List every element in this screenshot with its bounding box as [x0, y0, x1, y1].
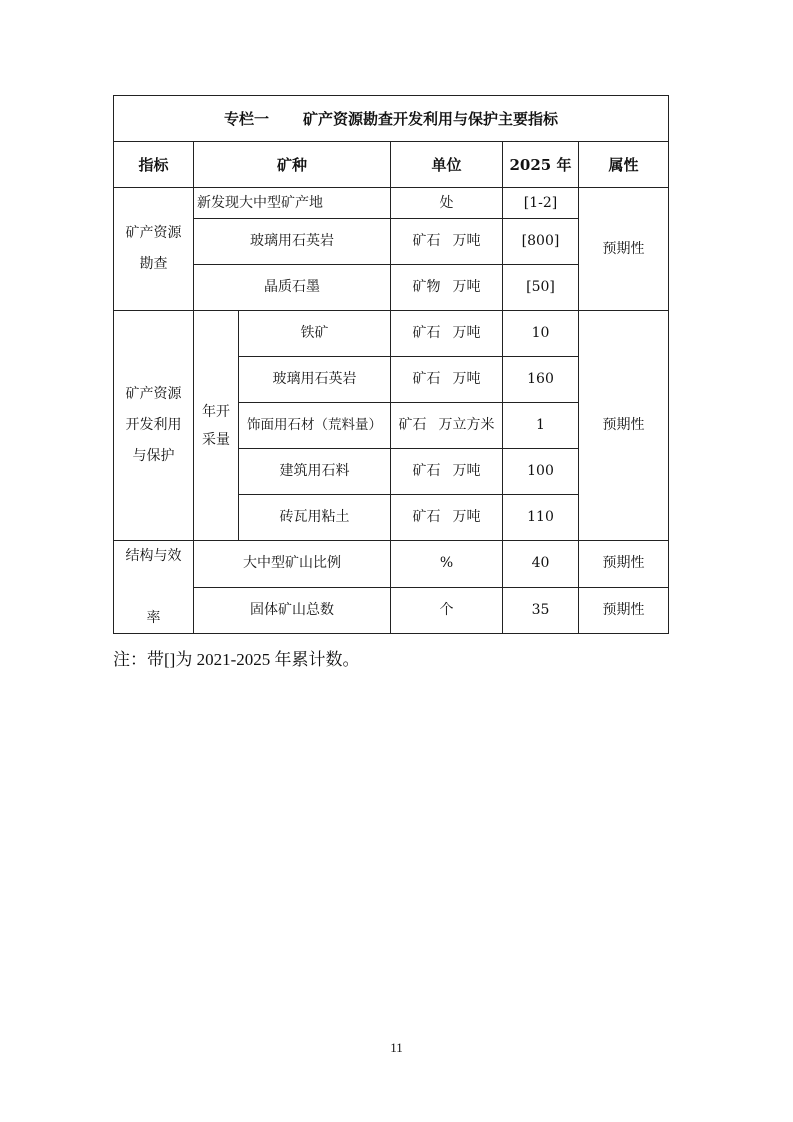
unit-cell: 矿石 万吨 — [391, 219, 503, 265]
mineral-cell: 砖瓦用粘土 — [239, 495, 391, 541]
value-cell: 35 — [503, 587, 579, 634]
mineral-cell: 新发现大中型矿产地 — [194, 188, 391, 219]
header-year: 2025 年 — [503, 142, 579, 188]
value-cell: 160 — [503, 357, 579, 403]
table-title-text: 矿产资源勘查开发利用与保护主要指标 — [303, 109, 559, 128]
value-cell: 1 — [503, 403, 579, 449]
value-cell: [800] — [503, 219, 579, 265]
sub-label-annual-output: 年开 采量 — [194, 311, 239, 541]
table-row — [114, 311, 669, 357]
value-cell: 110 — [503, 495, 579, 541]
header-attribute: 属性 — [579, 142, 669, 188]
table-footnote: 注：带[]为 2021-2025 年累计数。 — [113, 650, 360, 669]
attribute-cell: 预期性 — [579, 587, 669, 634]
group-label-exploration: 矿产资源 勘查 — [114, 188, 194, 311]
value-cell: 100 — [503, 449, 579, 495]
unit-cell: 矿石 万吨 — [391, 495, 503, 541]
mineral-cell: 饰面用石材（荒料量） — [239, 403, 391, 449]
unit-cell: 矿石 万吨 — [391, 357, 503, 403]
table-title — [114, 96, 669, 142]
page-number: 11 — [390, 1040, 403, 1055]
mineral-cell: 大中型矿山比例 — [194, 541, 391, 588]
indicator-table-container — [113, 95, 668, 634]
header-unit: 单位 — [391, 142, 503, 188]
table-row — [114, 541, 669, 588]
group-label-structure: 结构与效 率 — [114, 541, 194, 634]
unit-cell: % — [391, 541, 503, 588]
value-cell: [50] — [503, 265, 579, 311]
value-cell: 40 — [503, 541, 579, 588]
attribute-cell-exploration: 预期性 — [579, 188, 669, 311]
table-row — [114, 587, 669, 634]
unit-cell: 矿石 万吨 — [391, 311, 503, 357]
group-label-development: 矿产资源 开发利用 与保护 — [114, 311, 194, 541]
attribute-cell: 预期性 — [579, 541, 669, 588]
unit-cell: 矿物 万吨 — [391, 265, 503, 311]
mineral-cell: 晶质石墨 — [194, 265, 391, 311]
unit-cell: 个 — [391, 587, 503, 634]
value-cell: 10 — [503, 311, 579, 357]
mineral-cell: 铁矿 — [239, 311, 391, 357]
unit-cell: 处 — [391, 188, 503, 219]
mineral-cell: 建筑用石料 — [239, 449, 391, 495]
mineral-cell: 固体矿山总数 — [194, 587, 391, 634]
mineral-cell: 玻璃用石英岩 — [239, 357, 391, 403]
indicator-table — [113, 95, 669, 634]
value-cell: [1-2] — [503, 188, 579, 219]
unit-cell: 矿石 万吨 — [391, 449, 503, 495]
table-title-prefix: 专栏一 — [224, 109, 270, 128]
attribute-cell-development: 预期性 — [579, 311, 669, 541]
mineral-cell: 玻璃用石英岩 — [194, 219, 391, 265]
table-row — [114, 188, 669, 219]
unit-cell: 矿石 万立方米 — [391, 403, 503, 449]
header-indicator: 指标 — [114, 142, 194, 188]
header-mineral: 矿种 — [194, 142, 391, 188]
